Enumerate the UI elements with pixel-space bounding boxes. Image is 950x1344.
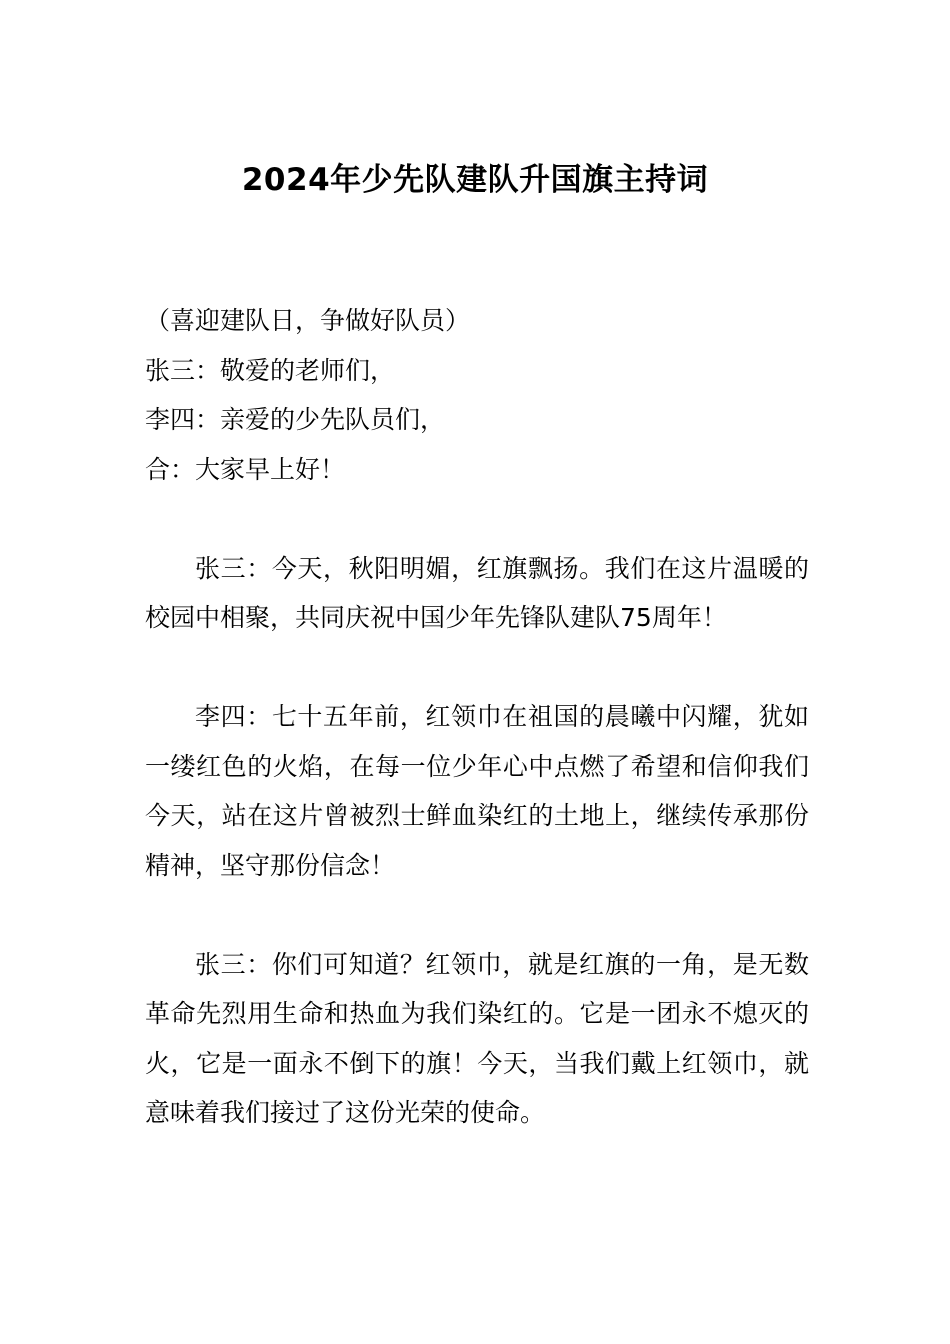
paragraph-3: 张三：你们可知道？红领巾，就是红旗的一角，是无数革命先烈用生命和热血为我们染红的。它是一团永不熄灭的火，它是一面永不倒下的旗！今天，当我们戴上红领巾，就意味着我们接过了这份光荣的使命。 <box>145 949 809 1127</box>
paragraph-2: 李四：七十五年前，红领巾在祖国的晨曦中闪耀，犹如一缕红色的火焰，在每一位少年心中点燃了希望和信仰我们今天，站在这片曾被烈士鲜血染红的土地上，继续传承那份精神，坚守那份信念！ <box>145 702 809 880</box>
paragraph-spacer <box>145 890 809 940</box>
paragraph-spacer <box>145 643 809 693</box>
intro-line-together: 合：大家早上好！ <box>145 454 346 484</box>
intro-line-lisi: 李四：亲爱的少先队员们， <box>145 405 446 434</box>
intro-line-zhangsan: 张三：敬爱的老师们， <box>145 355 396 385</box>
document-title: 2024年少先队建队升国旗主持词 <box>241 162 709 198</box>
paragraph-1: 张三：今天，秋阳明媚，红旗飘扬。我们在这片温暖的校园中相聚，共同庆祝中国少年先锋队建队75周年！ <box>145 553 809 632</box>
paragraph-spacer <box>145 494 809 544</box>
document-body <box>145 296 809 1138</box>
subtitle-line: （喜迎建队日，争做好队员） <box>145 306 471 335</box>
